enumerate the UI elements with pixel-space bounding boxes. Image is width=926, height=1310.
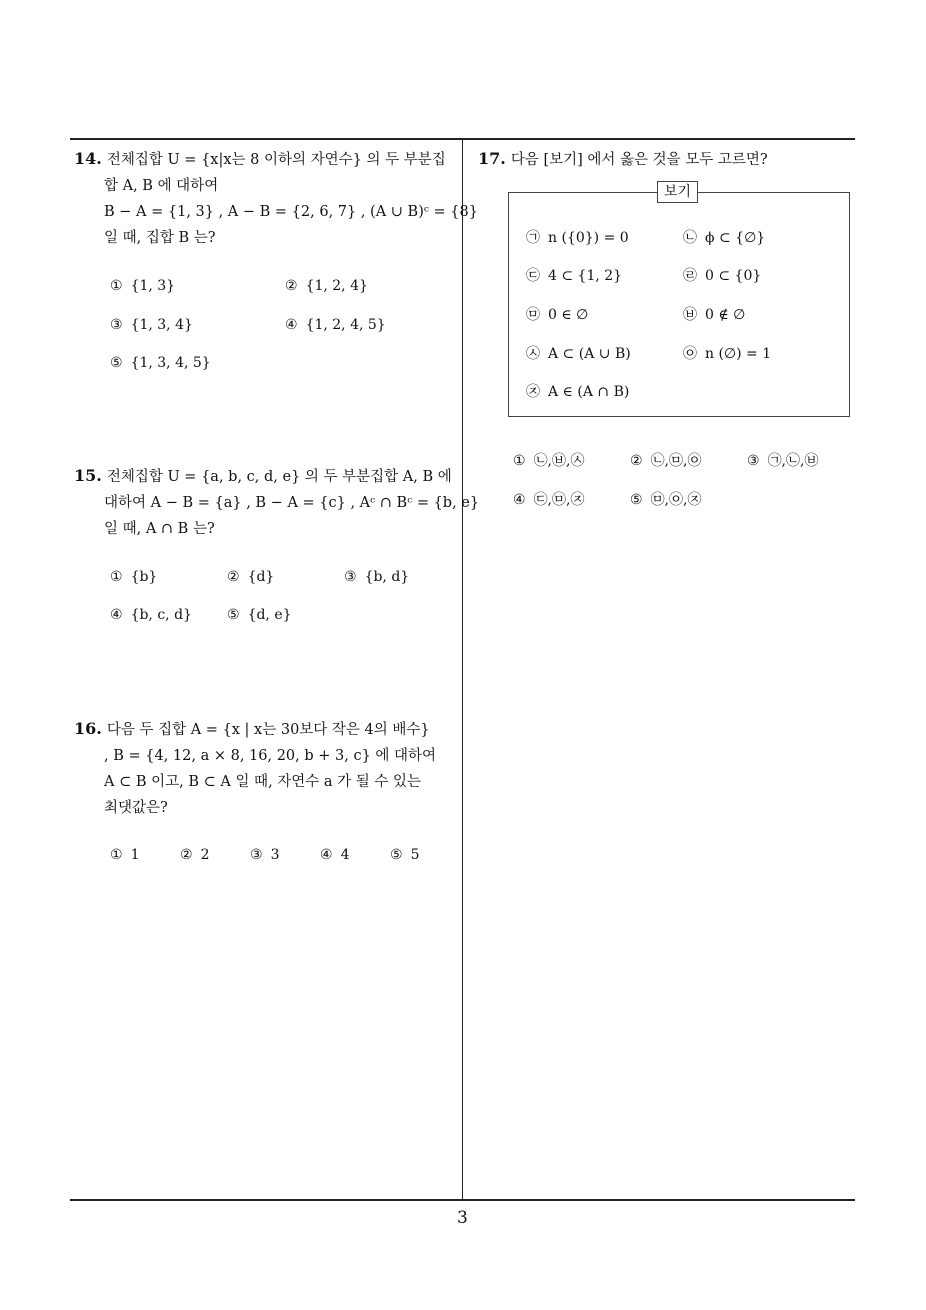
choice-text: {1, 3, 4, 5} (130, 355, 211, 371)
choice-4[interactable] (513, 489, 584, 509)
bogi-text: 0 ⊂ {0} (705, 268, 762, 284)
bogi-mark: ㉣ (683, 268, 697, 284)
question-text: 대하여 A − B = {a} , B − A = {c} , Aᶜ ∩ Bᶜ = {b, e} (104, 495, 480, 511)
choice-2[interactable] (227, 569, 274, 585)
bogi-title: 보기 (657, 181, 698, 203)
bogi-mark: ㉥ (683, 307, 697, 323)
choice-1[interactable] (110, 569, 157, 585)
question-14 (74, 146, 478, 251)
bogi-mark: ㉤ (526, 307, 540, 323)
question-number: 17. (478, 149, 506, 168)
choice-text: {b, c, d} (130, 607, 192, 623)
bogi-item-1 (526, 227, 629, 247)
column-divider (462, 139, 463, 1200)
bogi-item-7 (526, 343, 631, 363)
choice-1[interactable] (110, 278, 175, 294)
question-number: 16. (74, 719, 102, 738)
choice-5[interactable] (390, 847, 419, 863)
bogi-mark: ㉢ (526, 268, 540, 284)
choice-mark: ② (227, 569, 240, 585)
choice-mark: ① (110, 278, 123, 294)
choice-1[interactable] (110, 847, 139, 863)
choice-2[interactable] (180, 847, 209, 863)
question-text: , B = {4, 12, a × 8, 16, 20, b + 3, c} 에 대하여 (104, 748, 437, 764)
choice-text: ㉠,㉡,㉥ (767, 453, 819, 469)
question-17 (478, 146, 848, 173)
question-text: 최댓값은? (104, 800, 168, 816)
choice-mark: ⑤ (110, 355, 123, 371)
question-text: B − A = {1, 3} , A − B = {2, 6, 7} , (A ∪ B)ᶜ = {8} (104, 204, 478, 220)
question-text: 전체집합 U = {x|x는 8 이하의 자연수} 의 두 부분집 (106, 152, 446, 168)
choice-mark: ② (285, 278, 298, 294)
bogi-item-5 (526, 304, 588, 324)
choice-2[interactable] (630, 450, 701, 470)
choice-mark: ⑤ (630, 492, 643, 508)
choice-3[interactable] (747, 450, 818, 470)
choice-text: {1, 2, 4, 5} (305, 317, 386, 333)
bogi-mark: ㉨ (526, 384, 540, 400)
choice-5[interactable] (630, 489, 701, 509)
bogi-item-4 (683, 265, 761, 285)
question-text: 일 때, 집합 B 는? (104, 230, 216, 246)
choice-mark: ③ (250, 847, 263, 863)
choice-mark: ③ (344, 569, 357, 585)
choice-text: {1, 3, 4} (130, 317, 193, 333)
question-text: 일 때, A ∩ B 는? (104, 521, 215, 537)
bogi-text: ϕ ⊂ {∅} (705, 230, 766, 246)
choice-3[interactable] (250, 847, 279, 863)
choice-mark: ② (630, 453, 643, 469)
choice-mark: ③ (747, 453, 760, 469)
bogi-mark: ㉠ (526, 230, 540, 246)
question-text: 전체집합 U = {a, b, c, d, e} 의 두 부분집합 A, B 에 (106, 469, 452, 485)
choice-text: {1, 3} (130, 278, 176, 294)
page-number: 3 (457, 1208, 468, 1228)
choice-mark: ① (110, 569, 123, 585)
bogi-mark: ㉦ (526, 346, 540, 362)
choice-mark: ② (180, 847, 193, 863)
choice-3[interactable] (344, 569, 409, 585)
choice-mark: ⑤ (390, 847, 403, 863)
choice-text: ㉡,㉤,㉧ (650, 453, 702, 469)
bogi-text: A ∈ (A ∩ B) (548, 384, 630, 400)
choice-mark: ④ (513, 492, 526, 508)
bogi-item-6 (683, 304, 745, 324)
bottom-rule (70, 1199, 855, 1201)
choice-text: 5 (410, 847, 420, 863)
choice-text: {d} (247, 569, 275, 585)
question-number: 14. (74, 149, 102, 168)
bogi-mark: ㉧ (683, 346, 697, 362)
bogi-item-3 (526, 265, 622, 285)
choice-3[interactable] (110, 317, 193, 333)
bogi-text: A ⊂ (A ∪ B) (548, 346, 631, 362)
question-number: 15. (74, 466, 102, 485)
choice-5[interactable] (110, 355, 211, 371)
choice-mark: ④ (320, 847, 333, 863)
choice-mark: ④ (285, 317, 298, 333)
choice-mark: ① (513, 453, 526, 469)
choice-mark: ③ (110, 317, 123, 333)
choice-mark: ① (110, 847, 123, 863)
choice-4[interactable] (320, 847, 349, 863)
bogi-text: 0 ∉ ∅ (705, 307, 746, 323)
choice-4[interactable] (285, 317, 386, 333)
bogi-mark: ㉡ (683, 230, 697, 246)
choice-mark: ④ (110, 607, 123, 623)
choice-text: 2 (200, 847, 210, 863)
bogi-text: n (∅) = 1 (705, 346, 772, 362)
choice-text: 3 (270, 847, 280, 863)
question-15 (74, 463, 480, 542)
choice-text: ㉢,㉤,㉨ (533, 492, 585, 508)
question-text: A ⊂ B 이고, B ⊂ A 일 때, 자연수 a 가 될 수 있는 (104, 774, 422, 790)
choice-text: {b, d} (364, 569, 410, 585)
choice-text: {b} (130, 569, 158, 585)
question-16 (74, 716, 459, 821)
choice-text: ㉡,㉥,㉦ (533, 453, 585, 469)
bogi-text: 4 ⊂ {1, 2} (548, 268, 623, 284)
choice-mark: ⑤ (227, 607, 240, 623)
choice-2[interactable] (285, 278, 368, 294)
bogi-text: n ({0}) = 0 (548, 230, 629, 246)
choice-text: 4 (340, 847, 350, 863)
choice-text: 1 (130, 847, 140, 863)
choice-text: {d, e} (247, 607, 292, 623)
question-text: 다음 두 집합 A = {x | x는 30보다 작은 4의 배수} (106, 722, 430, 738)
question-text: 다음 [보기] 에서 옳은 것을 모두 고르면? (510, 152, 768, 168)
choice-4[interactable] (110, 607, 192, 623)
choice-1[interactable] (513, 450, 584, 470)
bogi-item-2 (683, 227, 765, 247)
question-text: 합 A, B 에 대하여 (104, 178, 219, 194)
bogi-item-9 (526, 381, 629, 401)
bogi-text: 0 ∈ ∅ (548, 307, 589, 323)
choice-text: ㉤,㉧,㉨ (650, 492, 702, 508)
bogi-item-8 (683, 343, 771, 363)
choice-text: {1, 2, 4} (305, 278, 368, 294)
choice-5[interactable] (227, 607, 292, 623)
